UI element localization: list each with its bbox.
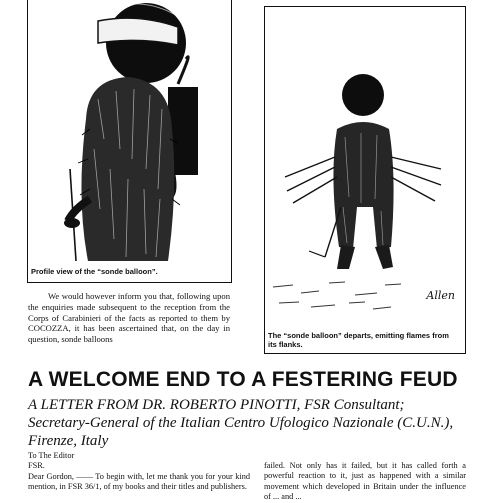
from-line: FSR.: [28, 461, 45, 470]
signature: Allen: [426, 289, 455, 302]
figure-left-frame: [27, 0, 232, 283]
figure-left-caption: Profile view of the “sonde balloon”.: [31, 267, 158, 276]
figure-right-frame: [264, 6, 466, 354]
sonde-balloon-profile-illustration: [28, 0, 230, 261]
sonde-balloon-departing-illustration: [265, 7, 464, 329]
letter-left-column: Dear Gordon, —— To begin with, let me thank you for your kind mention, in FSR 36/1, of my books and their titles and publishers.: [28, 472, 250, 492]
figure-right-caption: The “sonde balloon” departs, emitting flames from its flanks.: [268, 331, 449, 349]
article-subheading: A LETTER FROM DR. ROBERTO PINOTTI, FSR Consultant; Secretary-General of the Italian Centro Ufologico Nazionale (C.U.N.), Firenze, Italy: [28, 397, 454, 449]
to-line: To The Editor: [28, 451, 75, 460]
article-headline: A WELCOME END TO A FESTERING FEUD: [28, 368, 458, 391]
letter-right-column: failed. Not only has it failed, but it has called forth a powerful reaction to it, just as happened with a similar movement which developed in Britain under the influence of ... and ...: [264, 461, 466, 502]
left-body-paragraph: We would however inform you that, following upon the enquiries made subsequent to the reception from the Corps of Carabinieri of the facts as reported to them by COCOZZA, it has been ascertained that, on the day in question, sonde balloons: [28, 291, 230, 345]
